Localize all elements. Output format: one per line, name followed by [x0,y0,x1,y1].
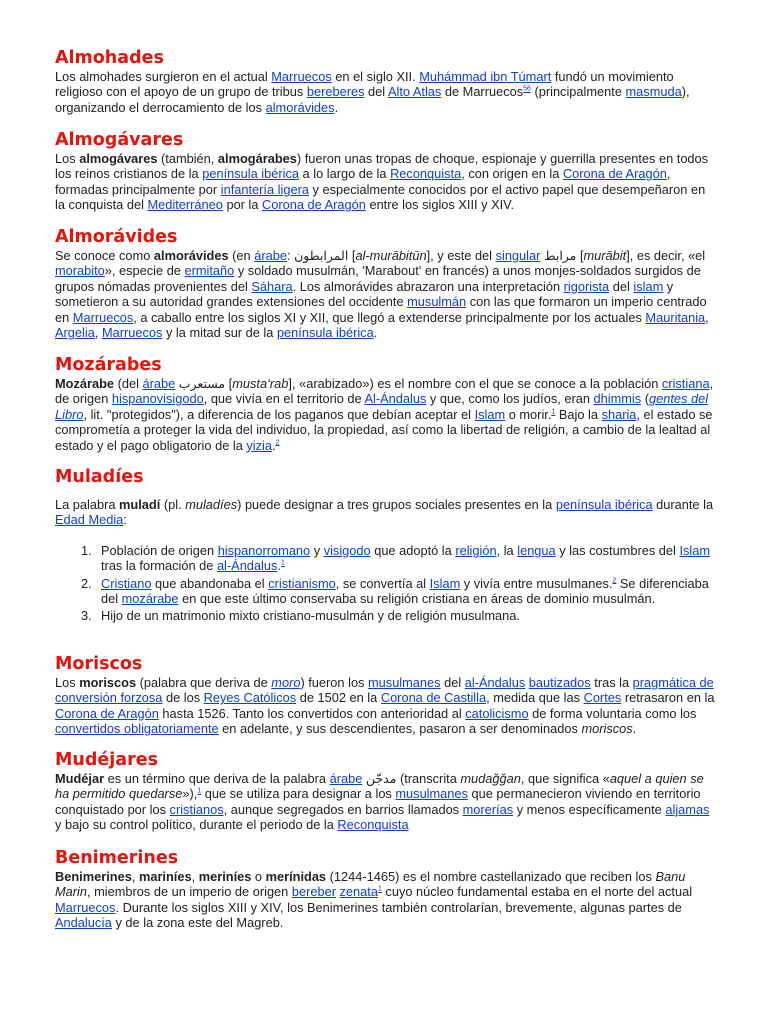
text-run: muladíes [185,497,238,512]
link-hispanorromano[interactable]: hispanorromano [217,542,311,558]
link-gentes-del-libro[interactable]: gentes del Libro [55,391,709,422]
list-item [55,576,715,607]
text-run: tras la formación de [101,558,217,574]
heading-almohades: Almohades [55,48,164,68]
text-run: por la [222,197,263,213]
text-run: مدجّن [365,771,397,786]
text-run: y especialmente conocidos por el activo papel que desempeñaron en la conquista del [55,181,706,213]
text-run: المرابطون [294,248,349,263]
link-morerias[interactable]: morerías [462,801,514,817]
link-bereber[interactable]: bereber [291,884,336,900]
text-run: y las costumbres del [555,542,680,558]
text-run: tras la [590,675,633,690]
link-infanteria-ligera[interactable]: infantería ligera [220,181,309,197]
link-reyes-catolicos[interactable]: Reyes Católicos [203,690,297,706]
text-run: , el estado se comprometía a proteger la vida del individuo, la propiedad, así como la libertad de religión, a cambio de la lealtad al estado y el pago obligatorio de la [55,406,713,453]
text-run: , [705,309,709,325]
link-reconquista[interactable]: Reconquista [390,166,462,182]
text-run: [ [576,248,584,263]
text-run: (principalmente [530,84,626,100]
text-run: (pl. [160,497,186,512]
text-run: mudaǧǧan [460,771,521,786]
paragraph-muladies [55,497,715,528]
link-hispanovisigodo[interactable]: hispanovisigodo [111,391,204,407]
text-run: , [94,325,102,341]
link-visigodo[interactable]: visigodo [323,542,371,558]
text-run: Bajo la [555,406,602,422]
link-aljamas[interactable]: aljamas [665,801,710,817]
section-almoravides [55,226,715,340]
link-marruecos[interactable]: Marruecos [101,325,163,341]
link-argelia[interactable]: Argelia [55,325,95,341]
text-run: y sometieron a su autoridad grandes extensiones del occidente [55,278,674,310]
link-musulmanes[interactable]: musulmanes [395,786,468,802]
text-run: que abandonaba el [151,575,269,591]
text-run: Banu Marin [55,869,686,900]
link-edad-media[interactable]: Edad Media [55,512,124,528]
text-run: (en [228,248,255,263]
text-run: (transcrita [396,771,461,786]
text-run: que permanecieron viviendo en territorio conquistado por los [55,786,701,817]
text-run: de forma voluntaria como los [528,705,697,721]
link-rigorista[interactable]: rigorista [563,278,610,294]
text-run: Se conoce como [55,248,154,263]
link-corona-de-aragon[interactable]: Corona de Aragón [262,197,366,213]
text-run: murābit [583,248,627,263]
link-bautizados[interactable]: bautizados [528,675,591,690]
text-run: merínidas [265,869,327,884]
link-masmuda[interactable]: masmuda [625,84,682,100]
text-run: del [440,675,465,690]
text-run: en adelante, y sus descendientes, pasaron a ser denominados [218,721,582,737]
text-run: Mozárabe [55,376,115,391]
text-run: Los [55,675,80,690]
section-muladies [55,466,715,624]
link-arabe[interactable]: árabe [142,376,176,391]
paragraph-benimerines [55,869,715,931]
text-run: , la [496,542,518,558]
link-corona-de-castilla[interactable]: Corona de Castilla [380,690,487,706]
text-run: Los [55,151,80,166]
link-dhimmis[interactable]: dhimmis [593,391,642,407]
link-corona-de-aragon[interactable]: Corona de Aragón [562,166,667,182]
text-run: con las que formaron un imperio centrado en [55,294,707,325]
text-run: ( [641,391,649,407]
text-run: retrasaron en la [621,690,715,706]
section-moriscos [55,653,715,737]
link-moro[interactable]: moro [271,675,301,690]
text-run: ) puede designar a tres grupos sociales presentes en la [237,497,556,512]
link-convertidos-obligatoriamente[interactable]: convertidos obligatoriamente [55,721,219,737]
text-run: ], y este del [426,248,496,263]
text-run: ), organizando el derrocamiento de los [55,84,690,115]
text-run: mariníes [138,869,192,884]
text-run: (palabra que deriva de [136,675,272,690]
text-run: (también, [157,151,218,166]
text-run: , a caballo entre los siglos XI y XII, que llegó a extenderse principalmente por los actuales [133,309,646,325]
text-run: de Marruecos [441,84,524,100]
heading-benimerines: Benimerines [55,848,179,868]
text-run: de 1502 en la [296,690,381,706]
heading-moriscos: Moriscos [55,654,143,674]
text-run: o [251,869,266,884]
text-run: a lo largo de la [299,166,391,182]
text-run: . [373,325,378,341]
text-run: [ [348,248,356,263]
link-musulmanes[interactable]: musulmanes [368,675,441,690]
text-run: aquel a quien se ha permitido quedarse [55,771,704,802]
text-run: ) fueron los [300,675,369,690]
text-run: . [632,721,637,737]
link-peninsula-iberica[interactable]: península ibérica [202,166,299,182]
link-islam[interactable]: Islam [429,575,461,591]
paragraph-mudejares [55,771,715,833]
text-run: . [334,99,339,115]
text-run: fundó un movimiento religioso con el apoyo de un grupo de tribus [55,69,674,100]
text-run: », especie de [104,263,185,279]
link-arabe[interactable]: árabe [329,771,363,786]
link-arabe[interactable]: árabe [254,248,287,263]
text-run: , que significa « [520,771,610,786]
link-marruecos[interactable]: Marruecos [55,899,116,915]
text-run: Población de origen [101,542,218,558]
link-mauritania[interactable]: Mauritania [645,309,706,325]
text-run: meriníes [198,869,252,884]
link-cristiano[interactable]: Cristiano [101,575,152,591]
text-run: , con origen en la [461,166,563,182]
text-run: musta‘rab [232,376,289,391]
text-run: . [277,558,281,574]
list-item [55,608,715,623]
text-run: moriscos [581,721,633,737]
footnote-link[interactable]: 56 [523,86,531,94]
footnote-link[interactable]: 1 [377,886,382,894]
footnote-link[interactable]: 1 [280,559,285,567]
text-run: que se utiliza para designar a los [201,786,396,802]
text-run: , formadas principalmente por [55,166,671,197]
link-peninsula-iberica[interactable]: península ibérica [276,325,374,341]
link-musulman[interactable]: musulmán [407,294,467,310]
link-andalucia[interactable]: Andalucía [55,915,112,931]
text-run: [ [225,376,233,391]
text-run: , lit. "protegidos"), a diferencia de los paganos que debían aceptar el [83,406,475,422]
link-catolicismo[interactable]: catolicismo [465,705,529,721]
text-run: . Durante los siglos XIII y XIV, los Benimerines también controlarían, brevemente, algunas partes de [115,899,682,915]
link-corona-de-aragon[interactable]: Corona de Aragón [55,705,159,721]
text-run: cuyo núcleo fundamental estaba en el norte del actual [381,884,693,900]
muladies-list [55,543,715,624]
link-lengua[interactable]: lengua [517,542,556,558]
link-al-andalus[interactable]: Al-Ándalus [364,391,427,407]
text-run: , aunque segregados en barrios llamados [223,801,463,817]
text-run: hasta 1526. Tanto los convertidos con anterioridad al [158,705,466,721]
text-run: entre los siglos XIII y XIV. [365,197,515,213]
link-zenata[interactable]: zenata [339,884,378,900]
link-mediterraneo[interactable]: Mediterráneo [147,197,223,213]
link-islam[interactable]: Islam [679,542,711,558]
link-cristiana[interactable]: cristiana [661,376,710,391]
section-almohades [55,47,715,115]
link-singular[interactable]: singular [495,248,541,263]
section-mozarabes [55,354,715,453]
link-al-andalus[interactable]: al-Ándalus [216,558,278,574]
link-islam[interactable]: Islam [474,406,506,422]
text-run: Se diferenciaba del [101,575,709,607]
link-yizia[interactable]: yizia [246,437,272,453]
heading-mudejares: Mudéjares [55,750,158,770]
paragraph-almoravides [55,248,715,340]
footnote-link[interactable]: 1 [551,408,556,416]
text-run: 2. [81,575,92,591]
text-run: al-murābitūn [355,248,427,263]
link-islam[interactable]: islam [633,278,664,294]
link-al-andalus[interactable]: al-Ándalus [464,675,526,690]
paragraph-almogavares [55,151,715,213]
text-run: muladí [119,497,161,512]
link-alto-atlas[interactable]: Alto Atlas [387,84,442,100]
text-run: durante la [652,497,714,512]
text-run: del [609,278,634,294]
text-run: مرابط [543,248,577,263]
text-run: (del [114,376,143,391]
text-run: , que vivía en el territorio de [203,391,365,407]
text-run: o morir. [505,406,552,422]
footnote-link[interactable]: 1 [197,788,202,796]
text-run: , [131,869,139,884]
text-run: almogávares [79,151,158,166]
text-run: del [364,84,388,100]
link-ermitano[interactable]: ermitaño [184,263,235,279]
text-run: y la mitad sur de la [162,325,277,341]
link-sharia[interactable]: sharia [601,406,637,422]
text-run: (1244-1465) es el nombre castellanizado que reciben los [326,869,656,884]
heading-mozarabes: Mozárabes [55,355,162,375]
text-run: : [286,248,295,263]
text-run: que adoptó la [370,542,456,558]
text-run: y menos específicamente [513,801,666,817]
text-run: Los almohades surgieron en el actual [55,69,272,84]
text-run: en que este último conservaba su religión cristiana en áreas de dominio musulmán. [178,591,656,607]
link-pragmatica[interactable]: pragmática de conversión forzosa [55,675,714,706]
text-run: مستعرب [178,376,226,391]
link-religion[interactable]: religión [455,542,497,558]
link-cristianos[interactable]: cristianos [169,801,224,817]
text-run: y soldado musulmán, 'Marabout' en francés) a unos monjes-soldados surgidos de grupos nómadas provenientes del [55,263,701,294]
footnote-link[interactable]: 2 [275,439,280,447]
paragraph-almohades [55,69,715,115]
text-run: y que, como los judíos, eran [426,391,594,407]
text-run: ], «arabizado») es el nombre con el que se conoce a la población [288,376,662,391]
link-marruecos[interactable]: Marruecos [72,309,134,325]
text-run: almorávides [153,248,229,263]
heading-muladies: Muladíes [55,467,144,487]
link-bereberes[interactable]: bereberes [306,84,365,100]
text-run: , [191,869,199,884]
text-run: , miembros de un imperio de origen [87,884,292,900]
link-sahara[interactable]: Sáhara [251,278,293,294]
text-run: 1. [81,542,92,558]
text-run: »), [182,786,198,802]
text-run: y vivía entre musulmanes. [460,575,613,591]
section-almogavares [55,129,715,213]
link-cortes[interactable]: Cortes [583,690,622,706]
text-run: y bajo su control político, durante el periodo de la [55,817,338,833]
text-run: moriscos [79,675,137,690]
link-marruecos[interactable]: Marruecos [271,69,332,84]
link-almoravides[interactable]: almorávides [265,99,335,115]
link-reconquista[interactable]: Reconquista [337,817,409,833]
text-run: , medida que las [486,690,584,706]
text-run: , de origen [55,376,714,407]
text-run: almogárabes [217,151,297,166]
text-run: 3. [81,608,92,624]
paragraph-moriscos [55,675,715,737]
link-morabito[interactable]: morabito [55,263,105,279]
link-cristianismo[interactable]: cristianismo [268,575,336,591]
link-peninsula-iberica[interactable]: península ibérica [555,497,653,512]
text-run: ) fueron unas tropas de choque, espionaje y guerrilla presentes en todos los reinos cristianos de la [55,151,709,182]
text-run: Mudéjar [55,771,105,786]
text-run: ], es decir, «el [626,248,706,263]
text-run: Benimerines [55,869,132,884]
text-run: y [310,542,324,558]
paragraph-mozarabes [55,376,715,453]
text-run: , se convertía al [335,575,430,591]
text-run: . Los almorávides abrazaron una interpretación [292,278,564,294]
section-benimerines [55,847,715,931]
text-run: en el siglo XII. [331,69,420,84]
footnote-link[interactable]: 2 [612,577,617,585]
link-muhammad-ibn-tumart[interactable]: Muhámmad ibn Túmart [419,69,552,84]
text-run: es un término que deriva de la palabra [104,771,330,786]
text-run: y de la zona este del Magreb. [111,915,284,931]
text-run: : [123,512,127,528]
text-run: La palabra [55,497,120,512]
link-mozarabe[interactable]: mozárabe [121,591,179,607]
list-item [55,543,715,574]
text-run: . [272,437,276,453]
heading-almoravides: Almorávides [55,227,178,247]
heading-almogavares: Almogávares [55,130,184,150]
section-mudejares [55,749,715,833]
text-run: Hijo de un matrimonio mixto cristiano-musulmán y de religión musulmana. [101,608,520,624]
text-run: de los [162,690,204,706]
